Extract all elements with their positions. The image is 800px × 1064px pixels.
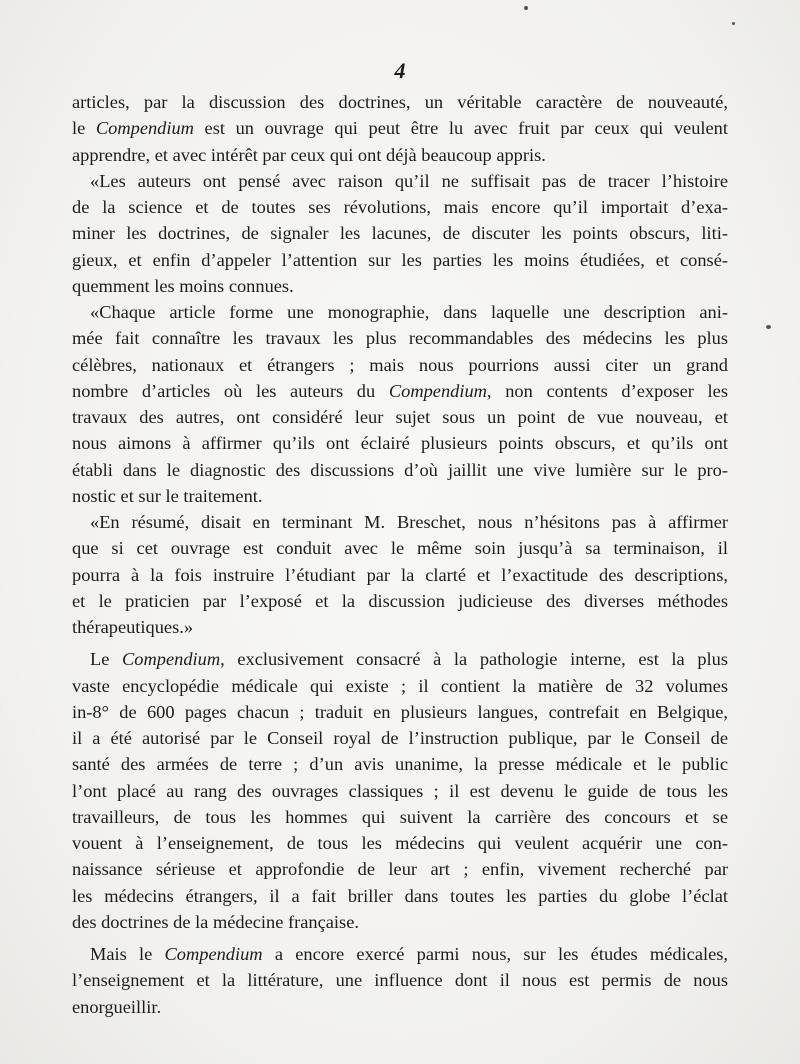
text-run: est un ouvrage qui peut être lu avec fruit par ceux qui veulent bbox=[193, 118, 728, 139]
paragraph bbox=[72, 168, 728, 299]
text-line: l’enseignement et la littérature, une influence dont il nous est permis de nous bbox=[72, 970, 728, 991]
text-line: de la science et de toutes ses révolutions, mais encore qu’il importait d’exa- bbox=[72, 197, 728, 217]
text-run: Mais le bbox=[90, 944, 165, 964]
text-run: nombre d’articles où les auteurs du bbox=[72, 380, 389, 401]
text-line: articles, par la discussion des doctrines, un véritable caractère de nouveauté, bbox=[72, 92, 728, 112]
text-line: travaux des autres, ont considéré leur sujet sous un point de vue nouveau, et bbox=[72, 407, 728, 427]
text-run: Le bbox=[90, 649, 123, 670]
text-run: non contents d’exposer les bbox=[491, 380, 728, 401]
text-run: a encore exercé parmi nous, sur les études médicales, bbox=[262, 944, 728, 964]
text-line: des doctrines de la médecine française. bbox=[72, 911, 359, 932]
text-line: quemment les moins connues. bbox=[72, 275, 294, 296]
text-line: mée fait connaître les travaux les plus recommandables des médecins les plus bbox=[72, 328, 728, 349]
paragraph bbox=[72, 509, 728, 640]
text-line: gieux, et enfin d’appeler l’attention sur les parties les moins étudiées, et consé- bbox=[72, 249, 728, 270]
book-title-italic: Compendium bbox=[95, 118, 194, 139]
text-line bbox=[72, 941, 728, 967]
text-line: et le praticien par l’exposé et la discussion judicieuse des diverses méthodes bbox=[72, 590, 728, 611]
text-run: , exclusivement consacré à la pathologie interne, est la plus bbox=[220, 649, 728, 670]
text-line bbox=[72, 378, 728, 404]
text-line: pourra à la fois instruire l’étudiant par la clarté et l’exactitude des descriptions, bbox=[72, 564, 728, 585]
text-line: in-8° de 600 pages chacun ; traduit en plusieurs langues, contrefait en Belgique, bbox=[72, 701, 728, 722]
text-line bbox=[72, 115, 728, 141]
text-line: enorgueillir. bbox=[72, 996, 162, 1017]
text-line: santé des armées de terre ; d’un avis unanime, la presse médicale et le public bbox=[72, 754, 728, 775]
text-line: apprendre, et avec intérêt par ceux qui ont déjà beaucoup appris. bbox=[72, 144, 546, 165]
book-title-italic: Compendium bbox=[122, 649, 221, 670]
text-line: établi dans le diagnostic des discussions d’où jaillit une vive lumière sur le pro- bbox=[72, 459, 728, 480]
text-line: célèbres, nationaux et étrangers ; mais nous pourrions aussi citer un grand bbox=[72, 354, 728, 375]
paragraph bbox=[72, 299, 728, 509]
text-line: miner les doctrines, de signaler les lacunes, de discuter les points obscurs, liti- bbox=[72, 223, 728, 244]
text-line: travailleurs, de tous les hommes qui suivent la carrière des concours et se bbox=[72, 806, 728, 827]
paragraph bbox=[72, 941, 728, 1020]
text-line bbox=[72, 646, 728, 672]
paragraph bbox=[72, 89, 728, 168]
text-line: nostic et sur le traitement. bbox=[72, 485, 263, 506]
text-line: «En résumé, disait en terminant M. Breschet, nous n’hésitons pas à affirmer bbox=[90, 512, 728, 532]
book-title-italic: Compendium bbox=[164, 944, 263, 964]
paragraph bbox=[72, 646, 728, 935]
text-line: vaste encyclopédie médicale qui existe ; il contient la matière de 32 volumes bbox=[72, 675, 728, 696]
body-text bbox=[72, 89, 728, 1020]
text-line: nous aimons à affirmer qu’ils ont éclairé plusieurs points obscurs, et qu’ils ont bbox=[72, 433, 728, 454]
text-line: naissance sérieuse et approfondie de leur art ; enfin, vivement recherché par bbox=[72, 859, 728, 880]
text-run: le bbox=[72, 118, 96, 139]
text-line: que si cet ouvrage est conduit avec le même soin jusqu’à sa terminaison, il bbox=[72, 538, 728, 559]
text-line: les médecins étrangers, il a fait briller dans toutes les parties du globe l’éclat bbox=[72, 885, 728, 906]
text-line: il a été autorisé par le Conseil royal de l’instruction publique, par le Conseil de bbox=[72, 728, 728, 748]
text-line: l’ont placé au rang des ouvrages classiques ; il est devenu le guide de tous les bbox=[72, 780, 728, 801]
text-line: thérapeutiques.» bbox=[72, 617, 194, 637]
paper-speck bbox=[766, 325, 771, 329]
paper-speck bbox=[732, 22, 735, 25]
text-line: «Les auteurs ont pensé avec raison qu’il ne suffisait pas de tracer l’histoire bbox=[90, 170, 728, 191]
text-line: vouent à l’enseignement, de tous les médecins qui veulent acquérir une con- bbox=[72, 833, 728, 853]
page-number: 4 bbox=[394, 58, 406, 83]
paper-speck bbox=[524, 6, 528, 10]
text-line: «Chaque article forme une monographie, dans laquelle une description ani- bbox=[90, 302, 728, 322]
book-title-italic: Compendium, bbox=[388, 380, 492, 401]
